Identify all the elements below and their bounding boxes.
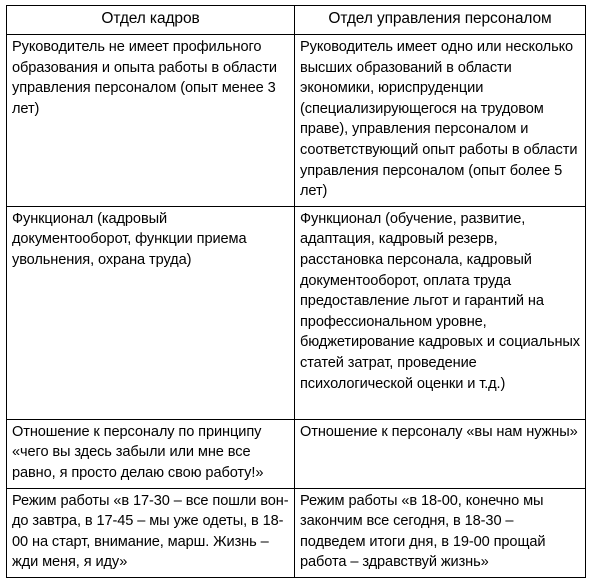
cell-hr-department: Руководитель не имеет профильного образования и опыта работы в области управления персоналом (опыт менее 3 лет) <box>7 35 295 207</box>
table-row <box>7 206 586 419</box>
table-row <box>7 488 586 577</box>
comparison-table <box>6 5 586 578</box>
cell-hr-management-department: Отношение к персоналу «вы нам нужны» <box>295 419 586 488</box>
table-row <box>7 419 586 488</box>
cell-hr-management-department: Руководитель имеет одно или несколько высших образований в области экономики, юриспруденции (специализирующегося на трудовом праве), управления персоналом и соответствующий опыт работы в области управления персоналом (опыт более 5 лет) <box>295 35 586 207</box>
table-header <box>7 6 586 35</box>
header-hr-department: Отдел кадров <box>7 6 295 35</box>
table-row <box>7 35 586 207</box>
header-hr-management-department: Отдел управления персоналом <box>295 6 586 35</box>
cell-hr-management-department: Режим работы «в 18-00, конечно мы закончим все сегодня, в 18-30 – подведем итоги дня, в 19-00 прощай работа – здравствуй жизнь» <box>295 488 586 577</box>
header-row <box>7 6 586 35</box>
cell-hr-department: Функционал (кадровый документооборот, функции приема увольнения, охрана труда) <box>7 206 295 419</box>
cell-hr-department: Отношение к персоналу по принципу «чего вы здесь забыли или мне все равно, я просто делаю свою работу!» <box>7 419 295 488</box>
table-body <box>7 35 586 578</box>
cell-hr-management-department: Функционал (обучение, развитие, адаптация, кадровый резерв, расстановка персонала, кадровый документооборот, оплата труда предоставление льгот и гарантий на профессиональном уровне, бюджетирование кадровых и социальных статей затрат, проведение психологической оценки и т.д.) <box>295 206 586 419</box>
cell-hr-department: Режим работы «в 17-30 – все пошли вон- до завтра, в 17-45 – мы уже одеты, в 18-00 на старт, внимание, марш. Жизнь – жди меня, я иду» <box>7 488 295 577</box>
